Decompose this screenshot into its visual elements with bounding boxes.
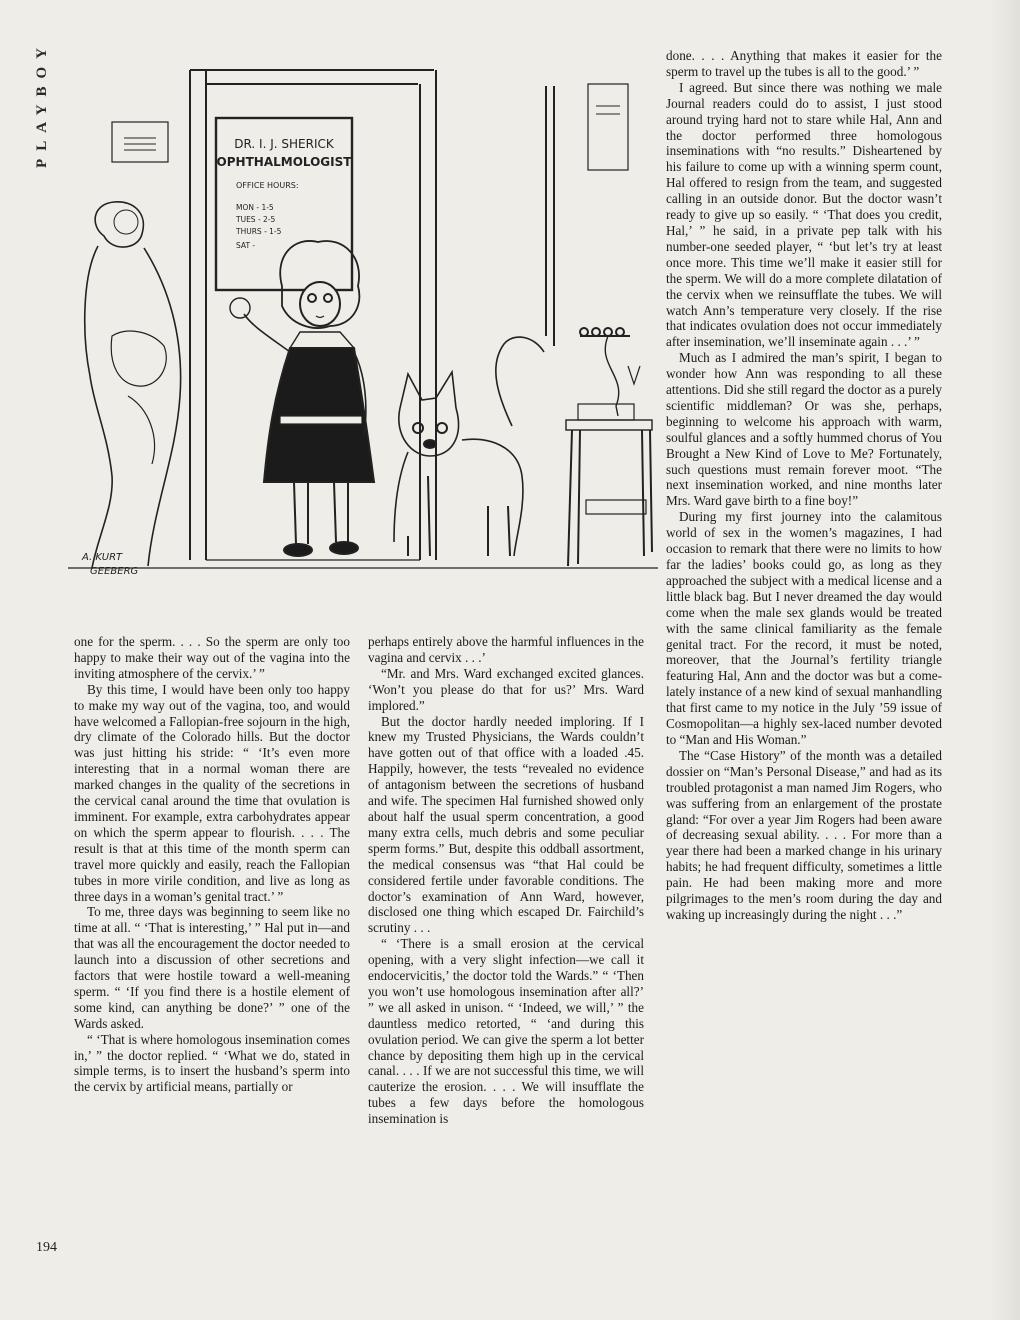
paragraph: one for the sperm. . . . So the sperm are only too happy to make their way out of the vagina into the inviting atmosphere of the cervix.’ ”	[74, 634, 350, 681]
sign-doctor-name: DR. I. J. SHERICK	[234, 137, 334, 151]
sign-hours-tues: TUES - 2-5	[236, 215, 276, 224]
text-column-3	[666, 48, 942, 923]
artist-signature-line1: A. KURT	[82, 552, 123, 563]
paragraph: “ ‘That is where homologous insemination comes in,’ ” the doctor replied. “ ‘What we do, stated in simple terms, is to insert the husband’s sperm into the cervix by artificial means, partially or	[74, 1031, 350, 1095]
sign-hours-sat: SAT -	[236, 241, 256, 250]
sign-hours-thurs: THURS - 1-5	[236, 227, 282, 236]
paragraph: “ ‘There is a small erosion at the cervical opening, with a very slight infection—we call it endocervicitis,’ the doctor told the Wards.” “ ‘Then you won’t use homologous insemination after all?’ ” we all asked in unison. “ ‘Indeed, we will,’ ” the dauntless medico retorted, “ ‘and during this ovulation period. We can give the sperm a lot better chance by depositing them high up in the cervical canal. . . . If we are not successful this time, we will cauterize the erosion. . . . We will insufflate the tubes a few days before the homologous insemination is	[368, 936, 644, 1127]
text-column-1	[74, 634, 350, 1095]
artist-signature-line2: GEEBERG	[90, 566, 139, 577]
paragraph: “Mr. and Mrs. Ward exchanged excited glances. ‘Won’t you please do that for us?’ Mrs. Ward implored.”	[368, 665, 644, 713]
paragraph: The “Case History” of the month was a detailed dossier on “Man’s Personal Disease,” and had as its troubled protagonist a man named Jim Rogers, who was suffering from an enlargement of the prostate gland: “For over a year Jim Rogers had been aware of decreasing sexual ability. . . . For more than a year there had been a marked change in his urinary habits; he had frequent difficulty, sometimes a little pain. He had been making more and more pilgrimages to the men’s room during the day and waking up increasingly during the night . . .”	[666, 747, 942, 922]
masthead: PLAYBOY	[34, 40, 50, 168]
paragraph: By this time, I would have been only too happy to make my way out of the vagina, too, and would have welcomed a Fallopian-free sojourn in the high, dry climate of the Colorado hills. But the doctor was just hitting his stride: “ ‘It’s even more interesting that in a normal woman there are marked changes in the quality of the secretions in the cervical canal around the time that ovulation is imminent. For example, extra carbohydrates appear on which the sperm appear to flourish. . . . The result is that at this time of the month sperm can travel more quickly and easily, reach the Fallopian tubes in more virile condition, and live as long as three days in a woman’s genital tract.’ ”	[74, 681, 350, 904]
paragraph: To me, three days was beginning to seem like no time at all. “ ‘That is interesting,’ ” Hal put in—and that was all the encouragement the doctor needed to launch into a discussion of other secretions and factors that were hostile toward a well-meaning sperm. “ ‘If you find there is a hostile element of some kind, can anything be done?’ ” one of the Wards asked.	[74, 904, 350, 1031]
sign-hours-mon: MON - 1-5	[236, 203, 274, 212]
paragraph: Much as I admired the man’s spirit, I began to wonder how Ann was responding to all these attentions. Did she still regard the doctor as a purely scientific middleman? Or was she, perhaps, beginning to welcome his approach with warm, soulful glances and a softly hummed chorus of You Brought a New Kind of Love to Me? Fortunately, such questions must remain forever moot. “The next insemination worked, and nine months later Mrs. Ward gave birth to a fine boy!”	[666, 350, 942, 509]
text-column-2	[368, 634, 644, 1127]
paragraph: During my first journey into the calamitous world of sex in the women’s magazines, I had occasion to remark that there were no limits to how far the ladies’ books could go, as long as they approached the subject with a medical license and a little black bag. But I never dreamed the day would come when the male sex glands would be treated with the same clinical familiarity as the female genital tract. For the record, it must be noted, moreover, that the Journal’s fertility triangle featuring Hal, Ann and the doctor was but a come-lately instance of a new kind of sexual manhandling that first came to my notice in the July ’59 issue of Cosmopolitan—a highly sex-laced number devoted to “Man and His Woman.”	[666, 509, 942, 747]
page-number: 194	[36, 1240, 57, 1255]
paragraph: done. . . . Anything that makes it easier for the sperm to travel up the tubes is all to the good.’ ”	[666, 48, 942, 79]
sign-hours-title: OFFICE HOURS:	[236, 181, 299, 190]
cartoon-illustration	[68, 36, 658, 596]
paragraph: I agreed. But since there was nothing we male Journal readers could do to assist, I just stood around trying hard not to stare while Hal, Ann and the doctor performed three homologous inseminations with “no results.” Disheartened by his failure to come up with a winning sperm count, Hal offered to resign from the team, and suggested calling in an outside donor. But the doctor wasn’t ready to give up so easily. “ ‘That does you credit, Hal,’ ” he said, in a private pep talk with his number-one seeded player, “ ‘but let’s try at least once more. This time we’ll make it easier still for the sperm. We will do a more complete dilatation of the cervix when we reinsufflate the tubes. We will watch Ann’s temperature very closely. If the rise that indicates ovulation does not occur immediately after insemination, we’ll inseminate again . . .’ ”	[666, 79, 942, 350]
sign-specialty: OPHTHALMOLOGIST	[216, 155, 352, 169]
paragraph: But the doctor hardly needed imploring. If I knew my Trusted Physicians, the Wards couldn’t have gotten out of that office with a loaded .45. Happily, however, the tests “revealed no evidence of antagonism between the secretions of husband and wife. The specimen Hal furnished showed only about half the usual sperm concentration, a good many extra cells, much debris and some peculiar sperm forms.” But, despite this oddball assortment, the medical consensus was “that Hal could be considered fertile under favorable conditions. The doctor’s examination of Ann Ward, however, disclosed one thing which escaped Dr. Fairchild’s scrutiny . . .	[368, 713, 644, 936]
paragraph: perhaps entirely above the harmful influences in the vagina and cervix . . .’	[368, 634, 644, 665]
